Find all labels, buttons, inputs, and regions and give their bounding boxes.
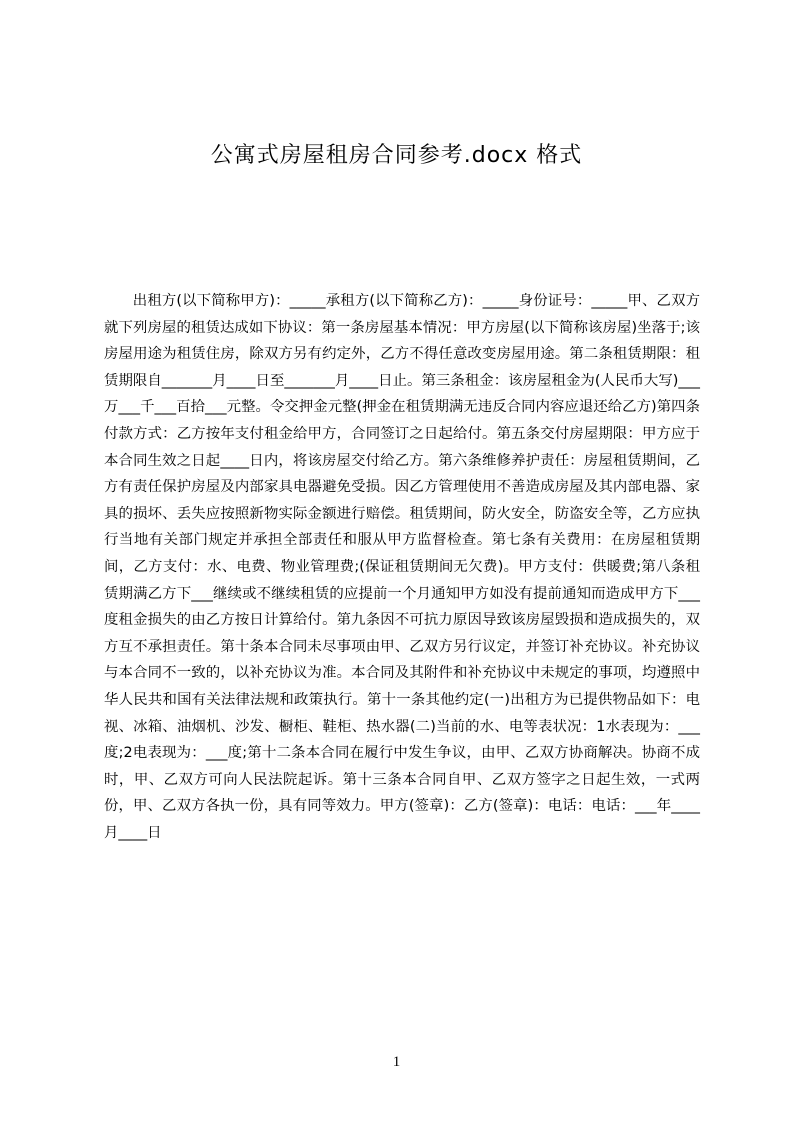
page-number: 1 bbox=[392, 1054, 401, 1070]
contract-body: 出租方(以下简称甲方)：_____承租方(以下简称乙方)：_____身份证号：_____甲、乙双方就下列房屋的租赁达成如下协议：第一条房屋基本情况：甲方房屋(以下简称该房屋)坐落于;该房屋用途为租赁住房，除双方另有约定外，乙方不得任意改变房屋用途。第二条租赁期限：租赁期限自_______月____日至_______月____日止。第三条租金：该房屋租金为(人民币大写)___万___千___百拾___元整。令交押金元整(押金在租赁期满无违反合同内容应退还给乙方)第四条付款方式：乙方按年支付租金给甲方，合同签订之日起给付。第五条交付房屋期限：甲方应于本合同生效之日起____日内，将该房屋交付给乙方。第六条维修养护责任：房屋租赁期间，乙方有责任保护房屋及内部家具电器避免受损。因乙方管理使用不善造成房屋及其内部电器、家具的损坏、丢失应按照新物实际金额进行赔偿。租赁期间，防火安全，防盗安全等，乙方应执行当地有关部门规定并承担全部责任和服从甲方监督检查。第七条有关费用：在房屋租赁期间，乙方支付：水、电费、物业管理费;(保证租赁期间无欠费)。甲方支付：供暖费;第八条租赁期满乙方下___继续或不继续租赁的应提前一个月通知甲方如没有提前通知而造成甲方下___度租金损失的由乙方按日计算给付。第九条因不可抗力原因导致该房屋毁损和造成损失的，双方互不承担责任。第十条本合同未尽事项由甲、乙双方另行议定，并签订补充协议。补充协议与本合同不一致的，以补充协议为准。本合同及其附件和补充协议中未规定的事项，均遵照中华人民共和国有关法律法规和政策执行。第十一条其他约定(一)出租方为已提供物品如下：电视、冰箱、油烟机、沙发、橱柜、鞋柜、热水器(二)当前的水、电等表状况：1水表现为：___度;2电表现为：___度;第十二条本合同在履行中发生争议，由甲、乙双方协商解决。协商不成时，甲、乙双方可向人民法院起诉。第十三条本合同自甲、乙双方签字之日起生效，一式两份，甲、乙双方各执一份，具有同等效力。甲方(签章)：乙方(签章)：电话：电话：___年____月____日 bbox=[104, 293, 700, 841]
document-title: 公寓式房屋租房合同参考.docx 格式 bbox=[210, 143, 583, 168]
